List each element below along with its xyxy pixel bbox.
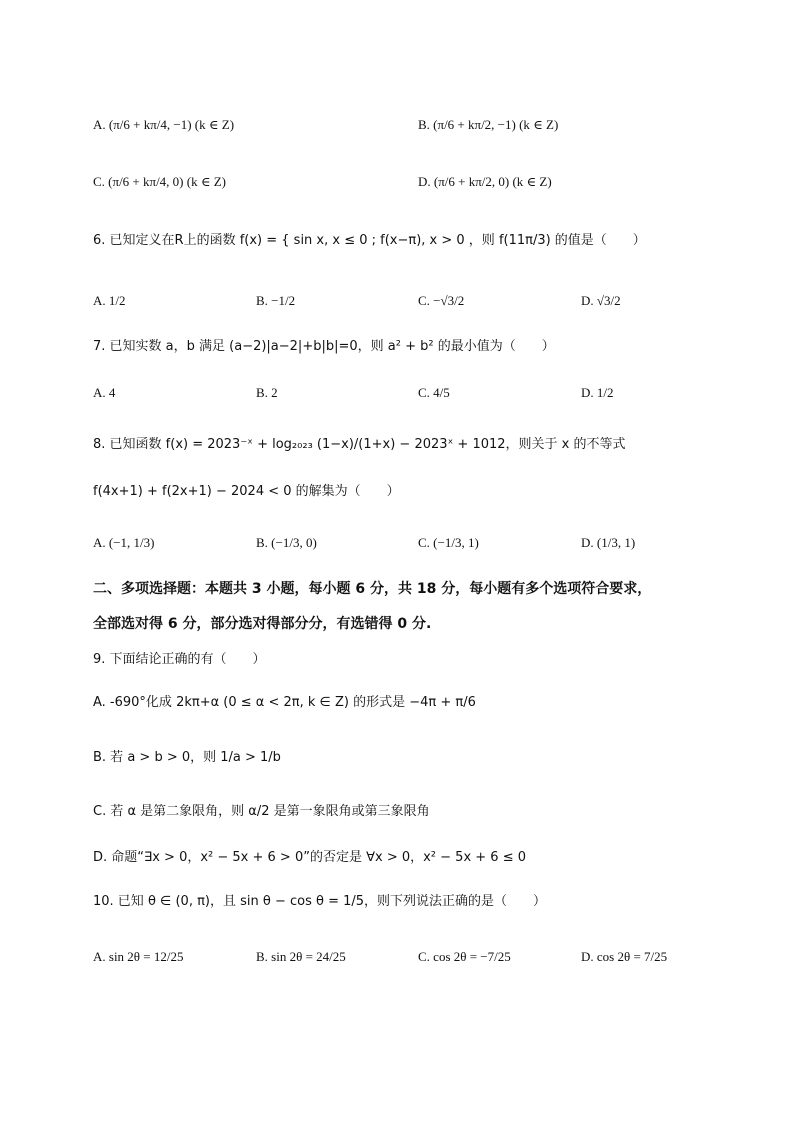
q7-option-a: A. 4 bbox=[93, 385, 116, 400]
q8-option-b: B. (−1/3, 0) bbox=[256, 535, 317, 550]
q9-option-d: D. 命题“∃x > 0，x² − 5x + 6 > 0”的否定是 ∀x > 0，x² − 5x + 6 ≤ 0 bbox=[93, 850, 526, 865]
section-2-heading-line-2: 全部选对得 6 分，部分选对得部分分，有选错得 0 分. bbox=[93, 616, 432, 632]
q8-stem-line-2: f(4x+1) + f(2x+1) − 2024 < 0 的解集为（ ） bbox=[93, 484, 400, 499]
q8-stem-line-1: 8. 已知函数 f(x) = 2023⁻ˣ + log₂₀₂₃ (1−x)/(1+x) − 2023ˣ + 1012，则关于 x 的不等式 bbox=[93, 437, 626, 452]
q8-option-a: A. (−1, 1/3) bbox=[93, 535, 155, 550]
q5-option-b: B. (π/6 + kπ/2, −1) (k ∈ Z) bbox=[418, 117, 559, 132]
q6-option-c: C. −√3/2 bbox=[418, 293, 465, 308]
q7-option-c: C. 4/5 bbox=[418, 385, 450, 400]
q9-option-c: C. 若 α 是第二象限角，则 α/2 是第一象限角或第三象限角 bbox=[93, 804, 430, 819]
q6-option-d: D. √3/2 bbox=[581, 293, 621, 308]
q9-option-a: A. -690°化成 2kπ+α (0 ≤ α < 2π, k ∈ Z) 的形式是 −4π + π/6 bbox=[93, 695, 476, 710]
q7-option-b: B. 2 bbox=[256, 385, 278, 400]
q10-option-a: A. sin 2θ = 12/25 bbox=[93, 949, 184, 964]
q9-stem: 9. 下面结论正确的有（ ） bbox=[93, 652, 266, 667]
q5-option-a: A. (π/6 + kπ/4, −1) (k ∈ Z) bbox=[93, 117, 235, 132]
q6-stem: 6. 已知定义在R上的函数 f(x) = { sin x, x ≤ 0 ; f(x−π), x > 0 ，则 f(11π/3) 的值是（ ） bbox=[93, 233, 646, 248]
q8-option-c: C. (−1/3, 1) bbox=[418, 535, 479, 550]
q7-stem: 7. 已知实数 a，b 满足 (a−2)|a−2|+b|b|=0，则 a² + b² 的最小值为（ ） bbox=[93, 339, 555, 354]
q6-option-a: A. 1/2 bbox=[93, 293, 126, 308]
section-2-heading-line-1: 二、多项选择题：本题共 3 小题，每小题 6 分，共 18 分，每小题有多个选项符合要求， bbox=[93, 581, 652, 597]
q6-option-b: B. −1/2 bbox=[256, 293, 296, 308]
q5-option-d: D. (π/6 + kπ/2, 0) (k ∈ Z) bbox=[418, 174, 552, 189]
q8-option-d: D. (1/3, 1) bbox=[581, 535, 636, 550]
q9-option-b: B. 若 a > b > 0，则 1/a > 1/b bbox=[93, 750, 281, 765]
q10-option-d: D. cos 2θ = 7/25 bbox=[581, 949, 668, 964]
q7-option-d: D. 1/2 bbox=[581, 385, 614, 400]
q10-option-b: B. sin 2θ = 24/25 bbox=[256, 949, 346, 964]
q10-stem: 10. 已知 θ ∈ (0, π)，且 sin θ − cos θ = 1/5，则下列说法正确的是（ ） bbox=[93, 894, 547, 909]
q10-option-c: C. cos 2θ = −7/25 bbox=[418, 949, 511, 964]
q5-option-c: C. (π/6 + kπ/4, 0) (k ∈ Z) bbox=[93, 174, 226, 189]
